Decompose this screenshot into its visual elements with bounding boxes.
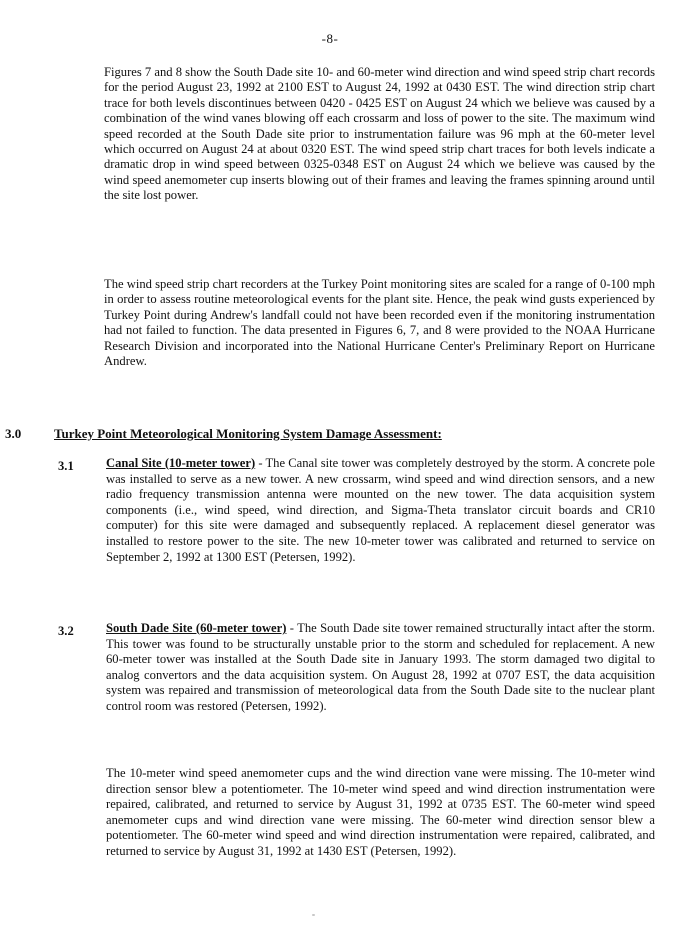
closing-paragraph: The 10-meter wind speed anemometer cups and the wind direction vane were missing. The 10-meter wind direction sensor blew a potentiometer. The 10-meter wind speed and wind direction instrumentation were repaired, calibrated, and returned to service by August 31, 1992 at 0735 EST. The 60-meter wind speed anemometer cups and wind direction vane were missing. The 60-meter wind direction sensor blew a potentiometer. The 60-meter wind speed and wind direction instrumentation were repaired, calibrated, and returned to service by August 31, 1992 at 1430 EST (Petersen, 1992). [106, 766, 655, 858]
subsection-number-3-1: 3.1 [58, 459, 74, 473]
section-title: Turkey Point Meteorological Monitoring System Damage Assessment: [54, 426, 442, 441]
subsection-paragraph-3-2 [106, 621, 655, 715]
subsection-paragraph-3-1 [106, 456, 655, 565]
body-paragraph-2: The wind speed strip chart recorders at the Turkey Point monitoring sites are scaled for a range of 0-100 mph in order to assess routine meteorological events for the plant site. Hence, the peak wind gusts experienced by Turkey Point during Andrew's landfall could not have been recorded even if the monitoring instrumentation had not failed to function. The data presented in Figures 6, 7, and 8 were provided to the NOAA Hurricane Research Division and incorporated into the National Hurricane Center's Preliminary Report on Hurricane Andrew. [104, 277, 655, 369]
subsection-heading-south-dade-site: South Dade Site (60-meter tower) [106, 621, 287, 635]
section-number: 3.0 [5, 426, 22, 441]
scan-speck [312, 914, 315, 916]
subsection-number-3-2: 3.2 [58, 624, 74, 638]
subsection-text-south-dade-site: - The South Dade site tower remained structurally intact after the storm. This tower was found to be structurally unstable prior to the storm and scheduled for replacement. A new 60-meter tower was installed at the South Dade site in January 1993. The storm damaged two digital to analog convertors and the data acquisition system. On August 28, 1992 at 0707 EST, the data acquisition system was repaired and transmission of meteorological data from the South Dade site to the nuclear plant control room was restored (Petersen, 1992). [106, 621, 655, 713]
subsection-text-canal-site: - The Canal site tower was completely destroyed by the storm. A concrete pole was installed to serve as a new tower. A new crossarm, wind speed and wind direction sensors, and a new radio frequency transmission antenna were mounted on the new tower. The data acquisition system components (i.e., wind speed, wind direction, and Sigma-Theta translator circuit boards and CR10 computer) for this site were damaged and subsequently replaced. A replacement diesel generator was installed to restore power to the site. The new 10-meter tower was calibrated and returned to service on September 2, 1992 at 1300 EST (Petersen, 1992). [106, 456, 655, 564]
subsection-heading-canal-site: Canal Site (10-meter tower) [106, 456, 256, 470]
page-number: -8- [321, 31, 339, 46]
body-paragraph-1: Figures 7 and 8 show the South Dade site 10- and 60-meter wind direction and wind speed strip chart records for the period August 23, 1992 at 2100 EST to August 24, 1992 at 0430 EST. The wind direction strip chart trace for both levels discontinues between 0420 - 0425 EST on August 24 which we believe was caused by a combination of the wind vanes blowing off each crossarm and loss of power to the site. The maximum wind speed recorded at the South Dade site prior to instrumentation failure was 96 mph at the 60-meter level which occurred on August 24 at about 0320 EST. The wind speed strip chart traces for both levels indicate a dramatic drop in wind speed between 0325-0348 EST on August 24 which we believe was caused by the wind speed anemometer cup inserts blowing out of their frames and leaving the frames spinning around until the site lost power. [104, 65, 655, 203]
